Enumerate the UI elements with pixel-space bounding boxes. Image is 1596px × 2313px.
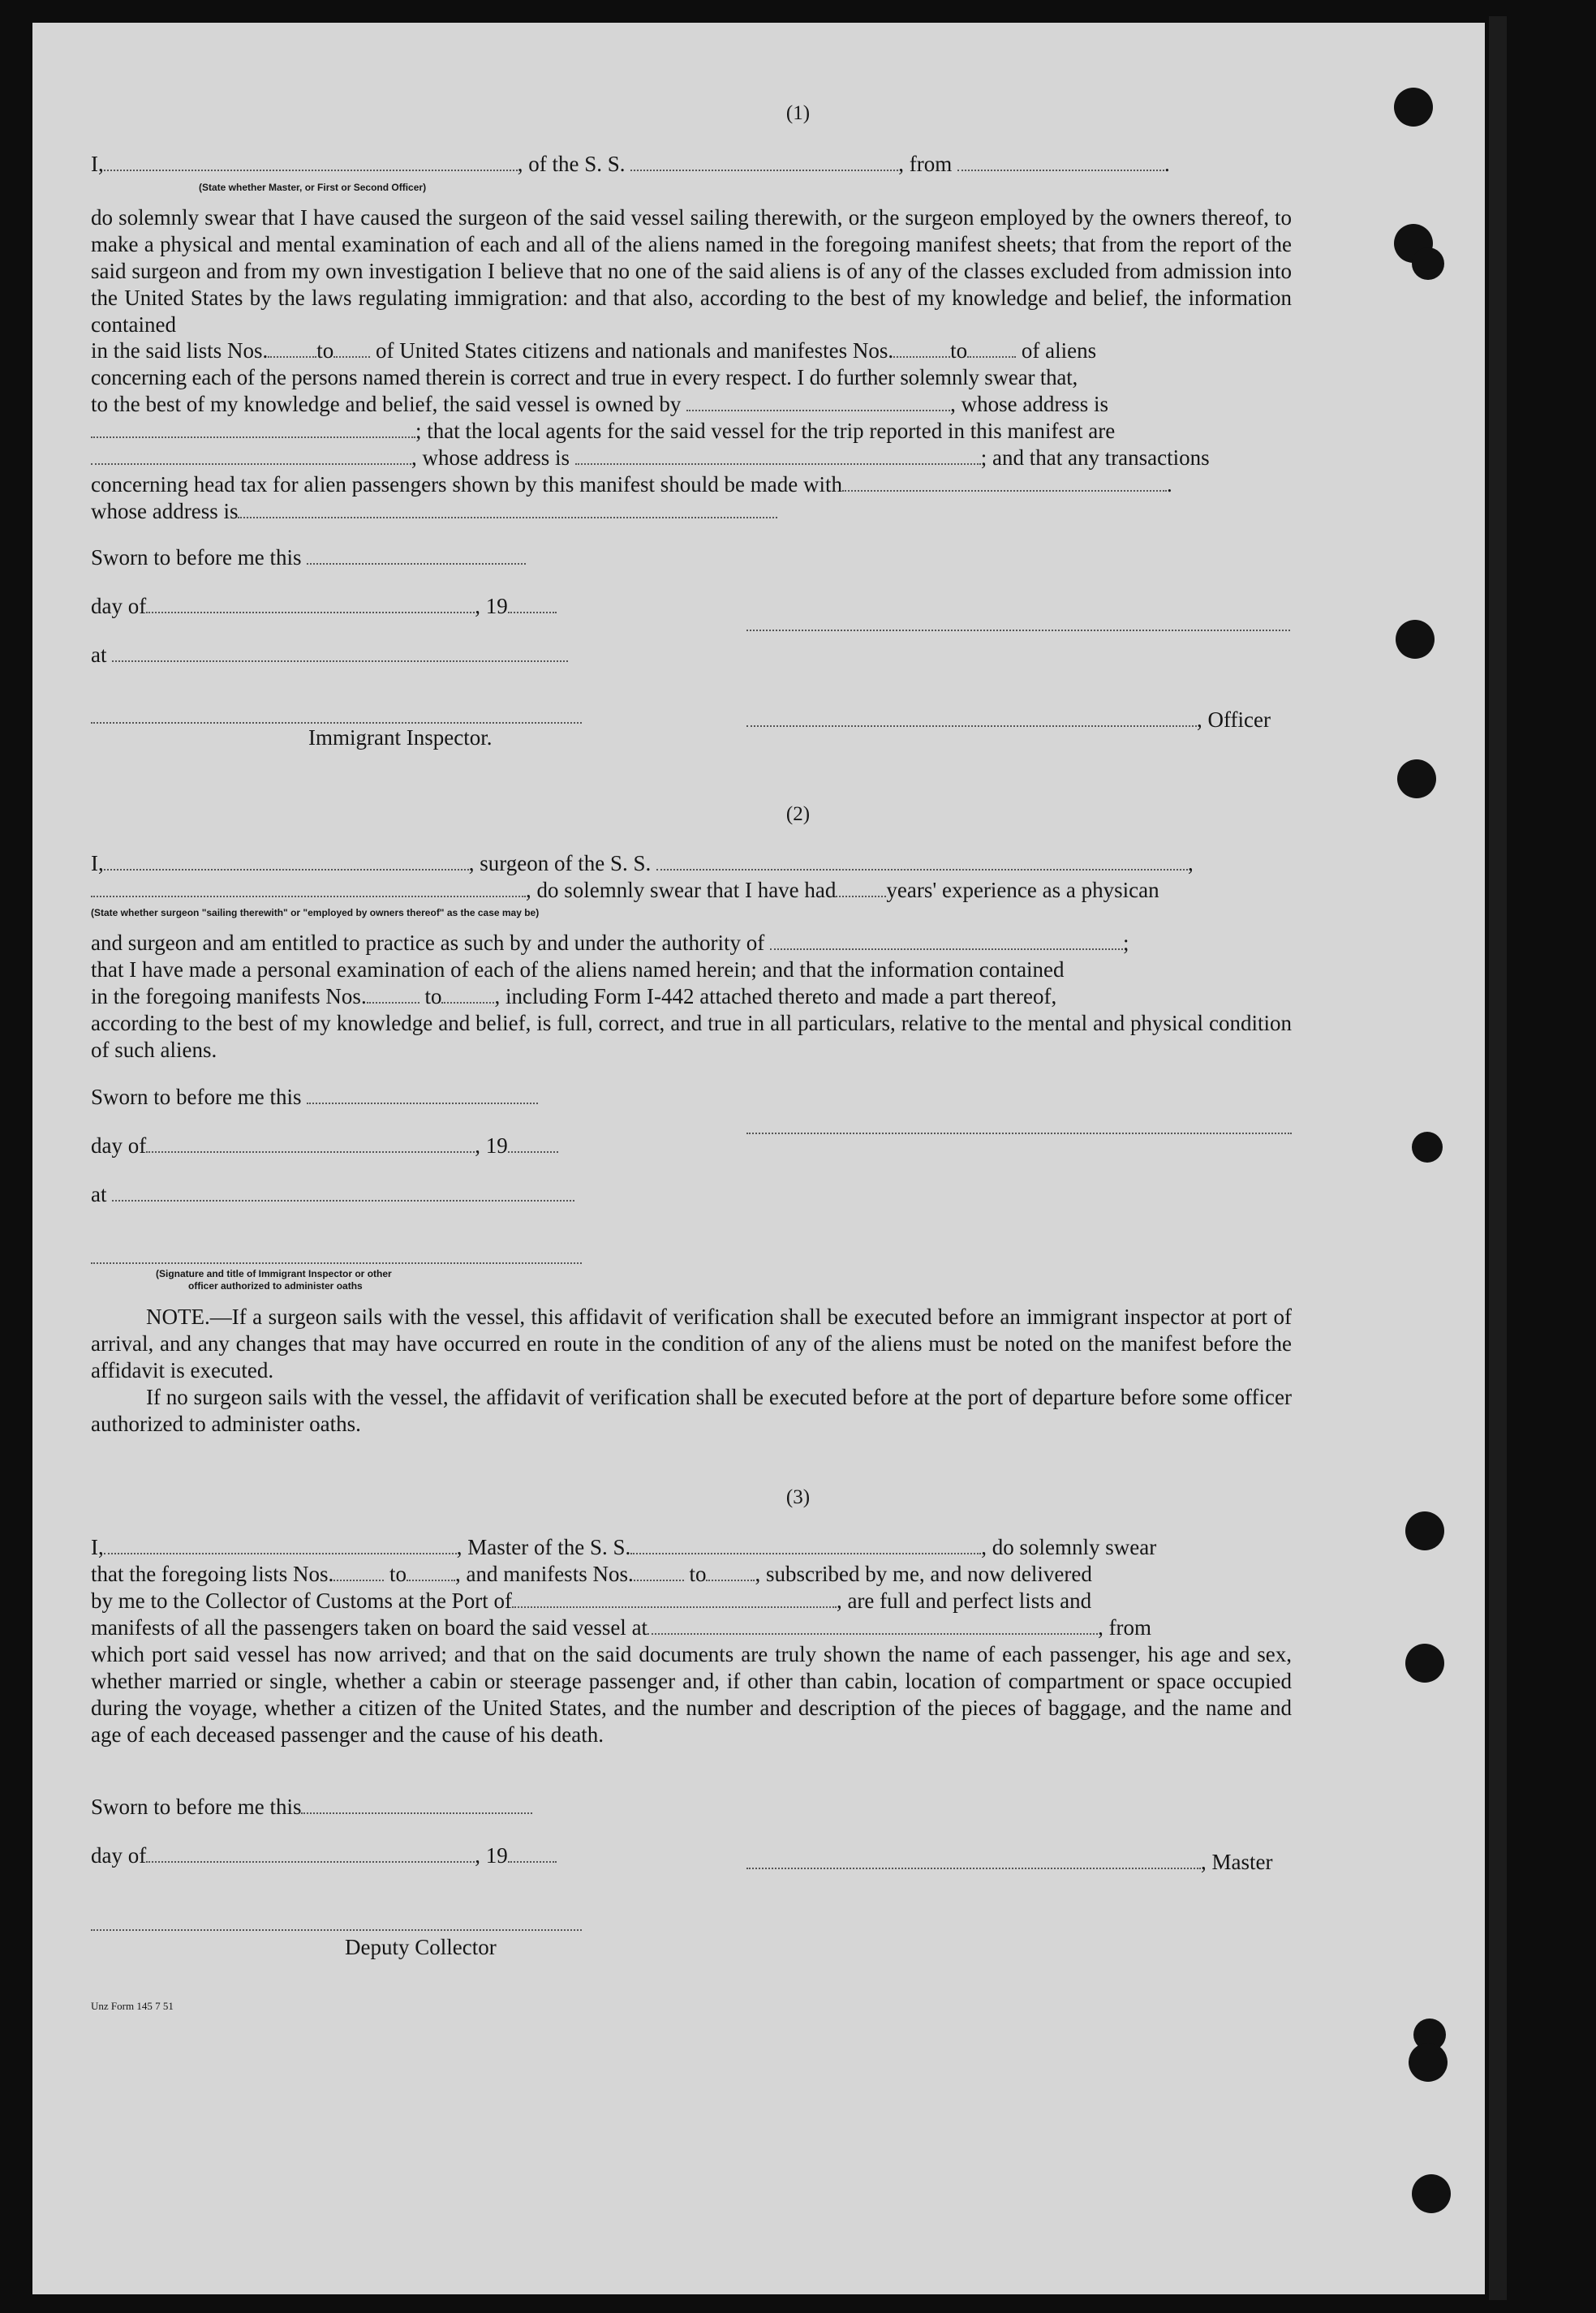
month-field[interactable]: [146, 595, 475, 613]
head-tax-address-field[interactable]: [238, 501, 777, 518]
owner-address-field[interactable]: [91, 420, 415, 438]
inspector-signature-line[interactable]: [91, 722, 582, 724]
departure-port-field[interactable]: [957, 153, 1164, 171]
authority-field[interactable]: [770, 932, 1123, 950]
master-signature-field[interactable]: [746, 1851, 1201, 1869]
whose-address-line: whose address is: [91, 498, 1292, 525]
section-2-number: (2): [785, 803, 811, 825]
master-line-3: by me to the Collector of Customs at the Port of , are full and perfect lists and: [91, 1589, 1092, 1613]
witness-signature-line[interactable]: [746, 630, 1290, 631]
sworn-date-field[interactable]: [301, 1796, 532, 1814]
owner-field[interactable]: [686, 393, 950, 411]
surgeon-signature-line[interactable]: [746, 1133, 1292, 1134]
signature-note-2: officer authorized to administer oaths: [188, 1280, 363, 1292]
master-label: , Master: [746, 1850, 1272, 1875]
binder-hole: [1412, 247, 1444, 280]
binder-hole: [1396, 620, 1435, 659]
surgeon-manifests-line: in the foregoing manifests Nos. to , including Form I-442 attached thereto and made a part thereof,: [91, 984, 1057, 1008]
oath-body-2: concerning each of the persons named therein is correct and true in every respect. I do further solemnly swear that,: [91, 365, 1078, 389]
binder-hole: [1397, 759, 1436, 798]
agents-line: ; that the local agents for the said vessel for the trip reported in this manifest are: [91, 418, 1292, 445]
lists-from-field[interactable]: [268, 340, 316, 358]
agents-address-field[interactable]: [575, 447, 981, 465]
head-tax-contact-field[interactable]: [842, 474, 1167, 492]
master-body: which port said vessel has now arrived; and that on the said documents are truly shown the name of each passenger, his age and sex, whether married or single, whether a cabin or steerage passenger and, if other than cabin, location of compartment or space occupied during the voyage, whether a citizen of the United States, and the number and description of the pieces of baggage, and the name and age of each deceased passenger and the cause of his death.: [91, 1642, 1292, 1747]
master-name-field[interactable]: [104, 1537, 457, 1554]
surgeon-manifest-to-field[interactable]: [441, 986, 494, 1004]
section-1-number: (1): [785, 102, 811, 124]
sworn-date-field[interactable]: [307, 547, 526, 565]
binder-hole: [1412, 1132, 1443, 1163]
master-line-1: I, , Master of the S. S. , do solemnly swear: [91, 1535, 1157, 1559]
form-id: Unz Form 145 7 51: [91, 2000, 174, 2012]
inspector-label: Immigrant Inspector.: [308, 725, 493, 750]
surgeon-status-field[interactable]: [91, 879, 526, 897]
note-paragraph-2: If no surgeon sails with the vessel, the affidavit of verification shall be executed before at the port of departure before some officer authorized to administer oaths.: [91, 1385, 1292, 1436]
lists-to-field[interactable]: [407, 1563, 455, 1581]
master-line-2: that the foregoing lists Nos. to , and manifests Nos. to , subscribed by me, and now delivered: [91, 1562, 1092, 1586]
location-field[interactable]: [112, 644, 568, 662]
embarkation-port-field[interactable]: [647, 1617, 1098, 1635]
manifest-to-field[interactable]: [706, 1563, 755, 1581]
manifest-from-field[interactable]: [893, 340, 950, 358]
head-tax-line: concerning head tax for alien passengers shown by this manifest should be made with .: [91, 472, 1172, 497]
officer-signature-field[interactable]: [746, 709, 1197, 727]
lists-to-field[interactable]: [333, 340, 370, 358]
manifest-from-field[interactable]: [634, 1563, 684, 1581]
officer-note: (State whether Master, or First or Second Officer): [199, 182, 427, 193]
collector-label: Deputy Collector: [345, 1935, 497, 1959]
sworn-date-field[interactable]: [307, 1086, 538, 1104]
owner-line: to the best of my knowledge and belief, the said vessel is owned by , whose address is: [91, 392, 1109, 416]
binder-edge: [1489, 16, 1507, 2300]
experience-years-field[interactable]: [836, 879, 886, 897]
section-3-number: (3): [785, 1486, 811, 1508]
oath-body-1: do solemnly swear that I have caused the surgeon of the said vessel sailing therewith, or the surgeon employed by the owners thereof, to make a physical and mental examination of each and all of the aliens named in the foregoing manifest sheets; that from the report of the said surgeon and from my own investigation I believe that no one of the said aliens is of any of the classes excluded from admission into the United States by the laws regulating immigration: and that also, according to the best of my knowledge and belief, the information contained: [91, 205, 1292, 337]
binder-hole: [1409, 2043, 1448, 2082]
manifest-to-field[interactable]: [967, 340, 1016, 358]
month-field[interactable]: [146, 1135, 475, 1153]
surgeon-body-1: that I have made a personal examination of each of the aliens named herein; and that the information contained: [91, 957, 1065, 982]
sworn-label: Sworn to before me this: [91, 1795, 532, 1820]
surgeon-manifest-from-field[interactable]: [367, 986, 419, 1004]
at-label: at: [91, 1182, 574, 1207]
agents-address-line: , whose address is ; and that any transactions: [91, 445, 1292, 471]
surgeon-line-1: I, , surgeon of the S. S. ,: [91, 851, 1194, 875]
day-of-label: day of , 19: [91, 1843, 557, 1868]
at-label: at: [91, 643, 568, 668]
binder-hole: [1412, 2174, 1451, 2213]
master-declaration-line: I, , of the S. S. , from .: [91, 152, 1170, 176]
collector-signature-line[interactable]: [91, 1929, 582, 1931]
surgeon-note: (State whether surgeon "sailing therewith" or "employed by owners thereof" as the case may be): [91, 907, 540, 918]
binder-hole: [1405, 1511, 1444, 1550]
day-of-label: day of , 19: [91, 1133, 558, 1159]
lists-numbers-line: in the said lists Nos. to of United States citizens and nationals and manifestes Nos. to of aliens: [91, 338, 1097, 363]
year-field[interactable]: [508, 1135, 558, 1153]
administering-officer-line[interactable]: [91, 1262, 582, 1264]
month-field[interactable]: [146, 1845, 475, 1863]
master-line-4: manifests of all the passengers taken on board the said vessel at , from: [91, 1615, 1152, 1640]
sworn-label: Sworn to before me this: [91, 1085, 538, 1110]
location-field[interactable]: [112, 1184, 574, 1202]
year-field[interactable]: [508, 1845, 557, 1863]
authority-line: and surgeon and am entitled to practice as such by and under the authority of ;: [91, 931, 1129, 955]
lists-from-field[interactable]: [333, 1563, 384, 1581]
note-paragraph-1: NOTE.—If a surgeon sails with the vessel, this affidavit of verification shall be executed before an immigrant inspector at port of arrival, and any changes that may have occurred en route in the condition of any of the aliens must be noted on the manifest before the affidavit is executed.: [91, 1305, 1292, 1382]
day-of-label: day of , 19: [91, 594, 557, 619]
vessel-name-field[interactable]: [630, 153, 898, 171]
officer-label: , Officer: [746, 707, 1271, 733]
signature-note-1: (Signature and title of Immigrant Inspector or other: [156, 1268, 392, 1279]
surgeon-body-2: according to the best of my knowledge and belief, is full, correct, and true in all particulars, relative to the mental and physical condition of such aliens.: [91, 1011, 1292, 1062]
year-field[interactable]: [508, 595, 557, 613]
surgeon-vessel-field[interactable]: [656, 853, 1188, 871]
sworn-label: Sworn to before me this: [91, 545, 526, 570]
officer-name-field[interactable]: [104, 153, 518, 171]
master-vessel-field[interactable]: [630, 1537, 981, 1554]
collector-port-field[interactable]: [512, 1590, 837, 1608]
surgeon-line-2: , do solemnly swear that I have had years' experience as a physican: [91, 877, 1292, 904]
surgeon-name-field[interactable]: [104, 853, 469, 871]
agents-field[interactable]: [91, 447, 411, 465]
binder-hole: [1405, 1644, 1444, 1683]
